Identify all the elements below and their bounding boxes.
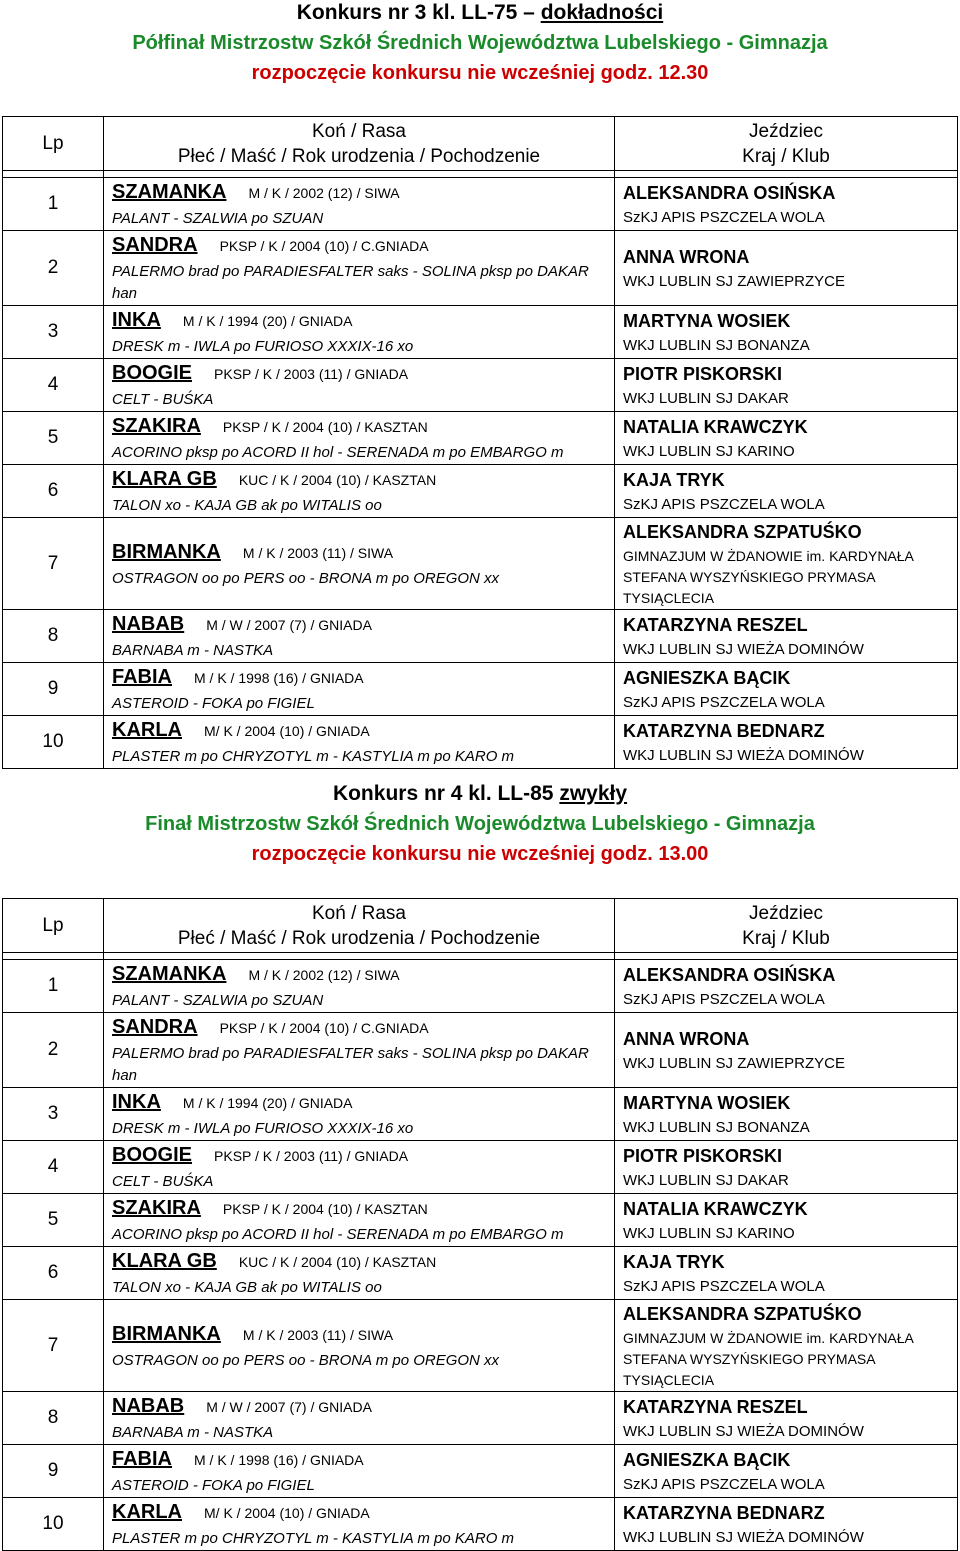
rider-name: PIOTR PISKORSKI (623, 1146, 783, 1166)
horse-cell (104, 1247, 615, 1300)
horse-line (112, 538, 614, 568)
horse-cell (104, 359, 615, 412)
horse-pedigree: PALANT - SZALWIA po SZUAN (112, 210, 324, 227)
horse-name: SZAKIRA (112, 1197, 201, 1219)
horse-info: PKSP / K / 2004 (10) / C.GNIADA (219, 1020, 429, 1036)
rider-name: MARTYNA WOSIEK (623, 311, 791, 331)
table-row (3, 610, 958, 663)
entry-number: 7 (3, 518, 104, 610)
rider-name: PIOTR PISKORSKI (623, 364, 783, 384)
rider-club: SzKJ APIS PSZCZELA WOLA (623, 1476, 825, 1493)
horse-pedigree: ASTEROID - FOKA po FIGIEL (112, 695, 315, 712)
entries-table (2, 898, 958, 1551)
col-lp: Lp (3, 899, 104, 953)
horse-cell (104, 231, 615, 306)
entry-number: 5 (3, 1194, 104, 1247)
horse-cell (104, 178, 615, 231)
horse-pedigree: OSTRAGON oo po PERS oo - BRONA m po OREGON xx (112, 569, 500, 587)
rider-name: MARTYNA WOSIEK (623, 1093, 791, 1113)
rider-name: NATALIA KRAWCZYK (623, 417, 808, 437)
horse-cell (104, 1392, 615, 1445)
rider-club: WKJ LUBLIN SJ DAKAR (623, 1172, 789, 1189)
horse-name: FABIA (112, 666, 172, 688)
horse-cell (104, 1088, 615, 1141)
horse-line (112, 465, 614, 495)
horse-line (112, 1392, 614, 1422)
rider-cell (615, 1445, 958, 1498)
rider-club: WKJ LUBLIN SJ BONANZA (623, 1119, 810, 1136)
horse-cell (104, 306, 615, 359)
horse-pedigree: PALANT - SZALWIA po SZUAN (112, 992, 324, 1009)
horse-name: KLARA GB (112, 468, 217, 490)
horse-name: SZAMANKA (112, 181, 227, 203)
rider-club: SzKJ APIS PSZCZELA WOLA (623, 209, 825, 226)
competition-header (0, 0, 960, 88)
table-row (3, 1445, 958, 1498)
horse-info: M / W / 2007 (7) / GNIADA (206, 1399, 372, 1415)
horse-pedigree: OSTRAGON oo po PERS oo - BRONA m po OREGON xx (112, 1351, 500, 1369)
rider-cell (615, 1141, 958, 1194)
rider-name: KATARZYNA BEDNARZ (623, 721, 825, 741)
entry-number: 1 (3, 960, 104, 1013)
horse-pedigree: TALON xo - KAJA GB ak po WITALIS oo (112, 497, 382, 514)
col-rider (615, 899, 958, 953)
rider-club: SzKJ APIS PSZCZELA WOLA (623, 496, 825, 513)
header-gap (3, 953, 958, 960)
col-lp: Lp (3, 117, 104, 171)
entry-number: 2 (3, 231, 104, 306)
horse-pedigree: PALERMO brad po PARADIESFALTER saks - SOLINA pksp po DAKAR han (112, 263, 589, 302)
horse-line (112, 1194, 614, 1224)
horse-pedigree: PLASTER m po CHRYZOTYL m - KASTYLIA m po KARO m (112, 1530, 515, 1547)
rider-club: GIMNAZJUM W ŻDANOWIE im. KARDYNAŁA (623, 548, 914, 564)
horse-name: SZAKIRA (112, 415, 201, 437)
horse-info: M / W / 2007 (7) / GNIADA (206, 617, 372, 633)
horse-line (112, 359, 614, 389)
entry-number: 8 (3, 1392, 104, 1445)
horse-pedigree: ACORINO pksp po ACORD II hol - SERENADA m po EMBARGO m (112, 444, 564, 461)
rider-name: ALEKSANDRA OSIŃSKA (623, 965, 836, 985)
entry-number: 6 (3, 465, 104, 518)
rider-name: KATARZYNA RESZEL (623, 615, 808, 635)
rider-cell (615, 231, 958, 306)
table-row (3, 306, 958, 359)
horse-pedigree: TALON xo - KAJA GB ak po WITALIS oo (112, 1279, 382, 1296)
col-horse (104, 899, 615, 953)
rider-club: WKJ LUBLIN SJ WIEŻA DOMINÓW (623, 641, 864, 658)
horse-name: FABIA (112, 1448, 172, 1470)
horse-info: PKSP / K / 2004 (10) / C.GNIADA (219, 238, 429, 254)
horse-cell (104, 960, 615, 1013)
horse-cell (104, 1194, 615, 1247)
rider-club: WKJ LUBLIN SJ ZAWIEPRZYCE (623, 1055, 845, 1072)
table-row (3, 359, 958, 412)
horse-name: NABAB (112, 613, 185, 635)
rider-cell (615, 412, 958, 465)
horse-pedigree: PALERMO brad po PARADIESFALTER saks - SOLINA pksp po DAKAR han (112, 1045, 589, 1084)
entry-number: 3 (3, 1088, 104, 1141)
rider-name: AGNIESZKA BĄCIK (623, 1450, 791, 1470)
gap-cell (3, 171, 104, 178)
horse-line (112, 1445, 614, 1475)
rider-club: WKJ LUBLIN SJ KARINO (623, 443, 795, 460)
rider-cell (615, 465, 958, 518)
table-row (3, 1498, 958, 1551)
col-rider (615, 117, 958, 171)
table-header-row (3, 899, 958, 953)
title-prefix: Konkurs nr 3 kl. LL-75 – (296, 1, 535, 24)
table-header-row (3, 117, 958, 171)
horse-cell (104, 1013, 615, 1088)
rider-club: WKJ LUBLIN SJ KARINO (623, 1225, 795, 1242)
entry-number: 9 (3, 1445, 104, 1498)
horse-name: BIRMANKA (112, 1322, 221, 1345)
entry-number: 5 (3, 412, 104, 465)
competition-title (0, 781, 960, 809)
horse-pedigree: BARNABA m - NASTKA (112, 1424, 274, 1441)
horse-line (112, 610, 614, 640)
entry-number: 2 (3, 1013, 104, 1088)
horse-cell (104, 716, 615, 769)
horse-name: SZAMANKA (112, 963, 227, 985)
horse-line (112, 1247, 614, 1277)
rider-name: ANNA WRONA (623, 247, 750, 267)
entry-number: 7 (3, 1300, 104, 1392)
table-row (3, 1247, 958, 1300)
rider-club: WKJ LUBLIN SJ BONANZA (623, 337, 810, 354)
table-row (3, 1141, 958, 1194)
rider-name: KAJA TRYK (623, 470, 725, 490)
rider-name: KATARZYNA RESZEL (623, 1397, 808, 1417)
table-row (3, 1194, 958, 1247)
entry-number: 8 (3, 610, 104, 663)
horse-pedigree: BARNABA m - NASTKA (112, 642, 274, 659)
horse-info: M / K / 2003 (11) / SIWA (242, 544, 394, 561)
rider-club: WKJ LUBLIN SJ WIEŻA DOMINÓW (623, 747, 864, 764)
horse-line (112, 1141, 614, 1171)
horse-pedigree: ACORINO pksp po ACORD II hol - SERENADA m po EMBARGO m (112, 1226, 564, 1243)
horse-info: PKSP / K / 2004 (10) / KASZTAN (222, 419, 428, 435)
rider-club: TYSIĄCLECIA (623, 590, 715, 606)
rider-cell (615, 716, 958, 769)
horse-cell (104, 1141, 615, 1194)
rider-club: SzKJ APIS PSZCZELA WOLA (623, 991, 825, 1008)
entry-number: 3 (3, 306, 104, 359)
rider-club: STEFANA WYSZYŃSKIEGO PRYMASA (623, 1351, 876, 1367)
entry-number: 9 (3, 663, 104, 716)
horse-line (112, 663, 614, 693)
horse-line (112, 960, 614, 990)
rider-club: GIMNAZJUM W ŻDANOWIE im. KARDYNAŁA (623, 1330, 914, 1346)
rider-name: AGNIESZKA BĄCIK (623, 668, 791, 688)
col-rider-line1: Jeździec (749, 902, 823, 924)
competition-title (0, 0, 960, 28)
gap-cell (104, 171, 615, 178)
competition-header (0, 781, 960, 869)
rider-cell (615, 1392, 958, 1445)
table-row (3, 1300, 958, 1392)
horse-info: KUC / K / 2004 (10) / KASZTAN (238, 1254, 437, 1270)
horse-cell (104, 610, 615, 663)
rider-cell (615, 1300, 958, 1392)
entry-number: 1 (3, 178, 104, 231)
col-horse-line1: Koń / Rasa (312, 120, 406, 142)
rider-club: TYSIĄCLECIA (623, 1372, 715, 1388)
start-time: rozpoczęcie konkursu nie wcześniej godz. 13.00 (251, 843, 709, 865)
horse-line (112, 306, 614, 336)
horse-name: BOOGIE (112, 1144, 193, 1166)
title-suffix: zwykły (559, 782, 628, 805)
col-rider-line2: Kraj / Klub (742, 145, 830, 167)
horse-name: KARLA (112, 1501, 182, 1523)
rider-club: WKJ LUBLIN SJ ZAWIEPRZYCE (623, 273, 845, 290)
horse-info: M/ K / 2004 (10) / GNIADA (204, 723, 370, 739)
gap-cell (615, 953, 958, 960)
start-time: rozpoczęcie konkursu nie wcześniej godz. 12.30 (251, 62, 709, 84)
table-row (3, 1013, 958, 1088)
rider-cell (615, 1498, 958, 1551)
entry-number: 4 (3, 359, 104, 412)
col-horse-line2: Płeć / Maść / Rok urodzenia / Pochodzenie (177, 927, 541, 949)
horse-cell (104, 1498, 615, 1551)
rider-club: SzKJ APIS PSZCZELA WOLA (623, 694, 825, 711)
table-row (3, 412, 958, 465)
horse-cell (104, 663, 615, 716)
horse-pedigree: CELT - BUŚKA (112, 1173, 214, 1190)
horse-line (112, 178, 614, 208)
entry-number: 6 (3, 1247, 104, 1300)
horse-info: KUC / K / 2004 (10) / KASZTAN (238, 472, 437, 488)
horse-pedigree: DRESK m - IWLA po FURIOSO XXXIX-16 xo (112, 338, 414, 355)
horse-name: SANDRA (112, 234, 198, 256)
gap-cell (3, 953, 104, 960)
title-prefix: Konkurs nr 4 kl. LL-85 (332, 782, 554, 805)
rider-name: ALEKSANDRA SZPATUŚKO (623, 522, 862, 542)
rider-club: WKJ LUBLIN SJ DAKAR (623, 390, 789, 407)
horse-pedigree: CELT - BUŚKA (112, 391, 214, 408)
gap-cell (104, 953, 615, 960)
table-row (3, 716, 958, 769)
table-row (3, 1392, 958, 1445)
entry-number: 10 (3, 1498, 104, 1551)
horse-info: M / K / 1994 (20) / GNIADA (182, 1095, 353, 1111)
horse-name: INKA (112, 309, 161, 331)
horse-name: BIRMANKA (112, 540, 221, 563)
entry-number: 10 (3, 716, 104, 769)
rider-cell (615, 960, 958, 1013)
table-row (3, 663, 958, 716)
competition-subtitle: Półfinał Mistrzostw Szkół Średnich Województwa Lubelskiego - Gimnazja (132, 32, 828, 54)
horse-info: M / K / 2003 (11) / SIWA (242, 1326, 394, 1343)
table-row (3, 518, 958, 610)
rider-cell (615, 663, 958, 716)
entry-number: 4 (3, 1141, 104, 1194)
rider-cell (615, 1247, 958, 1300)
horse-cell (104, 518, 615, 610)
horse-cell (104, 1445, 615, 1498)
horse-info: PKSP / K / 2003 (11) / GNIADA (214, 366, 409, 382)
rider-cell (615, 178, 958, 231)
horse-cell (104, 465, 615, 518)
horse-pedigree: ASTEROID - FOKA po FIGIEL (112, 1477, 315, 1494)
table-row (3, 465, 958, 518)
horse-info: M/ K / 2004 (10) / GNIADA (204, 1505, 370, 1521)
col-rider-line1: Jeździec (749, 120, 823, 142)
rider-name: ALEKSANDRA SZPATUŚKO (623, 1304, 862, 1324)
rider-name: NATALIA KRAWCZYK (623, 1199, 808, 1219)
horse-info: M / K / 1994 (20) / GNIADA (182, 313, 353, 329)
table-row (3, 178, 958, 231)
rider-club: WKJ LUBLIN SJ WIEŻA DOMINÓW (623, 1423, 864, 1440)
competition-subtitle: Finał Mistrzostw Szkół Średnich Województwa Lubelskiego - Gimnazja (145, 813, 815, 835)
horse-line (112, 1088, 614, 1118)
col-horse-line1: Koń / Rasa (312, 902, 406, 924)
horse-name: BOOGIE (112, 362, 193, 384)
rider-name: ANNA WRONA (623, 1029, 750, 1049)
rider-name: KAJA TRYK (623, 1252, 725, 1272)
gap-cell (615, 171, 958, 178)
rider-club: WKJ LUBLIN SJ WIEŻA DOMINÓW (623, 1529, 864, 1546)
header-gap (3, 171, 958, 178)
col-rider-line2: Kraj / Klub (742, 927, 830, 949)
horse-info: PKSP / K / 2003 (11) / GNIADA (214, 1148, 409, 1164)
rider-cell (615, 610, 958, 663)
rider-club: SzKJ APIS PSZCZELA WOLA (623, 1278, 825, 1295)
horse-line (112, 231, 614, 261)
horse-info: M / K / 2002 (12) / SIWA (248, 185, 400, 201)
horse-line (112, 412, 614, 442)
table-row (3, 960, 958, 1013)
horse-pedigree: DRESK m - IWLA po FURIOSO XXXIX-16 xo (112, 1120, 414, 1137)
horse-info: M / K / 1998 (16) / GNIADA (194, 670, 364, 686)
col-horse (104, 117, 615, 171)
entries-table (2, 116, 958, 769)
rider-cell (615, 518, 958, 610)
horse-info: M / K / 1998 (16) / GNIADA (194, 1452, 364, 1468)
horse-name: KARLA (112, 719, 182, 741)
rider-club: STEFANA WYSZYŃSKIEGO PRYMASA (623, 569, 876, 585)
horse-line (112, 716, 614, 746)
horse-info: PKSP / K / 2004 (10) / KASZTAN (222, 1201, 428, 1217)
rider-name: ALEKSANDRA OSIŃSKA (623, 183, 836, 203)
rider-cell (615, 1088, 958, 1141)
horse-cell (104, 1300, 615, 1392)
rider-cell (615, 1013, 958, 1088)
horse-cell (104, 412, 615, 465)
horse-name: KLARA GB (112, 1250, 217, 1272)
col-horse-line2: Płeć / Maść / Rok urodzenia / Pochodzenie (177, 145, 541, 167)
horse-pedigree: PLASTER m po CHRYZOTYL m - KASTYLIA m po KARO m (112, 748, 515, 765)
horse-name: INKA (112, 1091, 161, 1113)
horse-line (112, 1320, 614, 1350)
rider-cell (615, 306, 958, 359)
horse-name: SANDRA (112, 1016, 198, 1038)
rider-cell (615, 359, 958, 412)
table-row (3, 231, 958, 306)
rider-cell (615, 1194, 958, 1247)
horse-line (112, 1013, 614, 1043)
horse-name: NABAB (112, 1395, 185, 1417)
horse-info: M / K / 2002 (12) / SIWA (248, 967, 400, 983)
title-suffix: dokładności (540, 1, 664, 24)
rider-name: KATARZYNA BEDNARZ (623, 1503, 825, 1523)
table-row (3, 1088, 958, 1141)
